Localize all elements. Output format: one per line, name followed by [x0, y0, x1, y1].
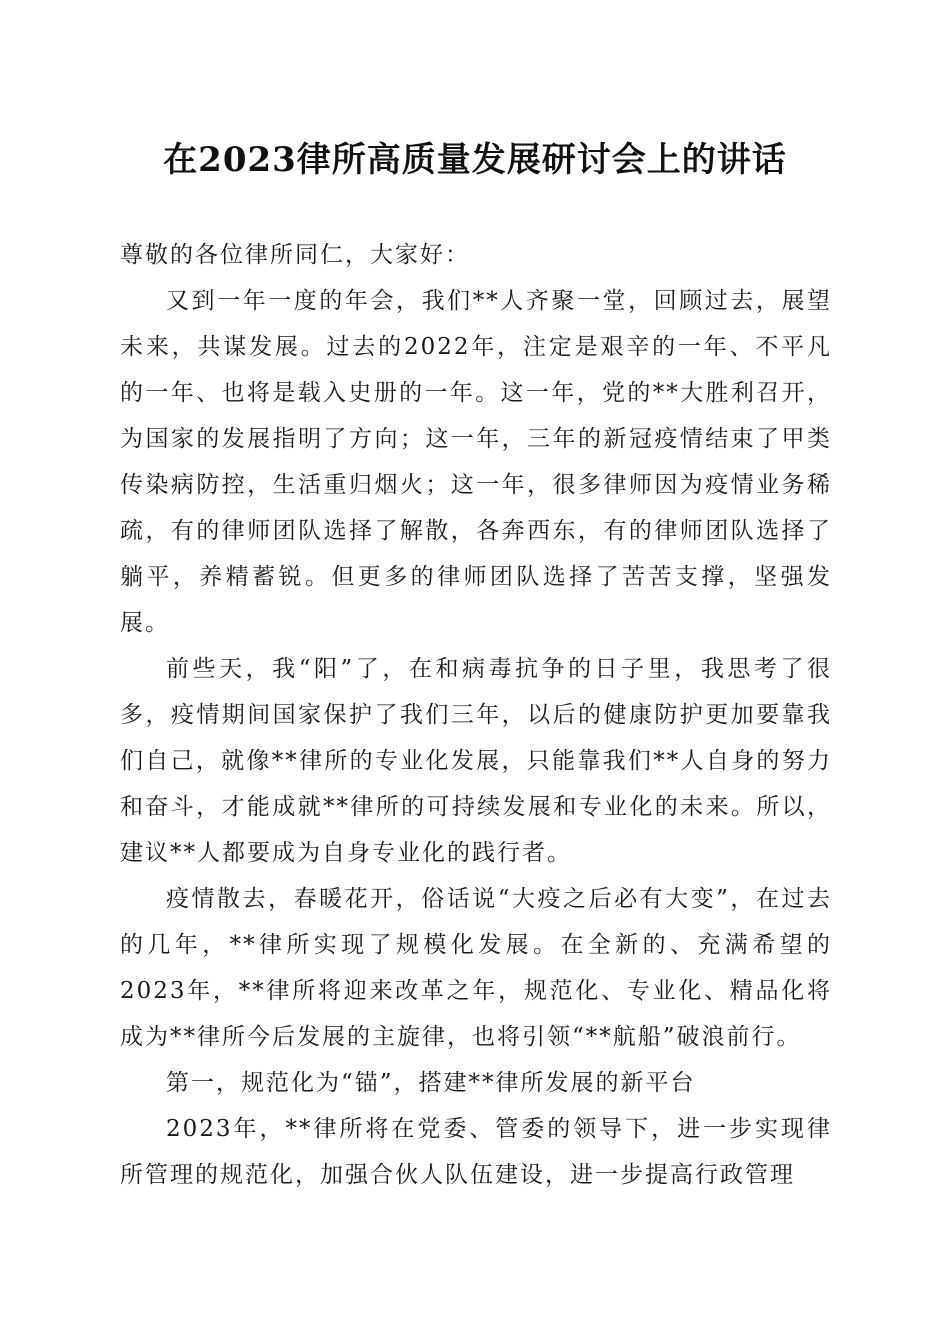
document-title: 在2023律所高质量发展研讨会上的讲话	[163, 140, 787, 180]
section-heading: 第一，规范化为“锚”，搭建**律所发展的新平台	[166, 1070, 696, 1096]
section-paragraph: 2023年，**律所将在党委、管委的领导下，进一步实现律所管理的规范化，加强合伙人队伍建设，进一步提高行政管理	[120, 1116, 832, 1188]
document-body	[120, 232, 832, 1198]
paragraph-1: 又到一年一度的年会，我们**人齐聚一堂，回顾过去，展望未来，共谋发展。过去的2022年，注定是艰辛的一年、不平凡的一年、也将是载入史册的一年。这一年，党的**大胜利召开，为国家的发展指明了方向；这一年，三年的新冠疫情结束了甲类传染病防控，生活重归烟火；这一年，很多律师因为疫情业务稀疏，有的律师团队选择了解散，各奔西东，有的律师团队选择了躺平，养精蓄锐。但更多的律师团队选择了苦苦支撑，坚强发展。	[120, 288, 832, 636]
paragraph-3: 疫情散去，春暖花开，俗话说“大疫之后必有大变”，在过去的几年，**律所实现了规模化发展。在全新的、充满希望的2023年，**律所将迎来改革之年，规范化、专业化、精品化将成为**律所今后发展的主旋律，也将引领“**航船”破浪前行。	[120, 886, 832, 1050]
salutation: 尊敬的各位律所同仁，大家好：	[120, 242, 470, 268]
paragraph-2: 前些天，我“阳”了，在和病毒抗争的日子里，我思考了很多，疫情期间国家保护了我们三年，以后的健康防护更加要靠我们自己，就像**律所的专业化发展，只能靠我们**人自身的努力和奋斗，才能成就**律所的可持续发展和专业化的未来。所以，建议**人都要成为自身专业化的践行者。	[120, 656, 832, 866]
